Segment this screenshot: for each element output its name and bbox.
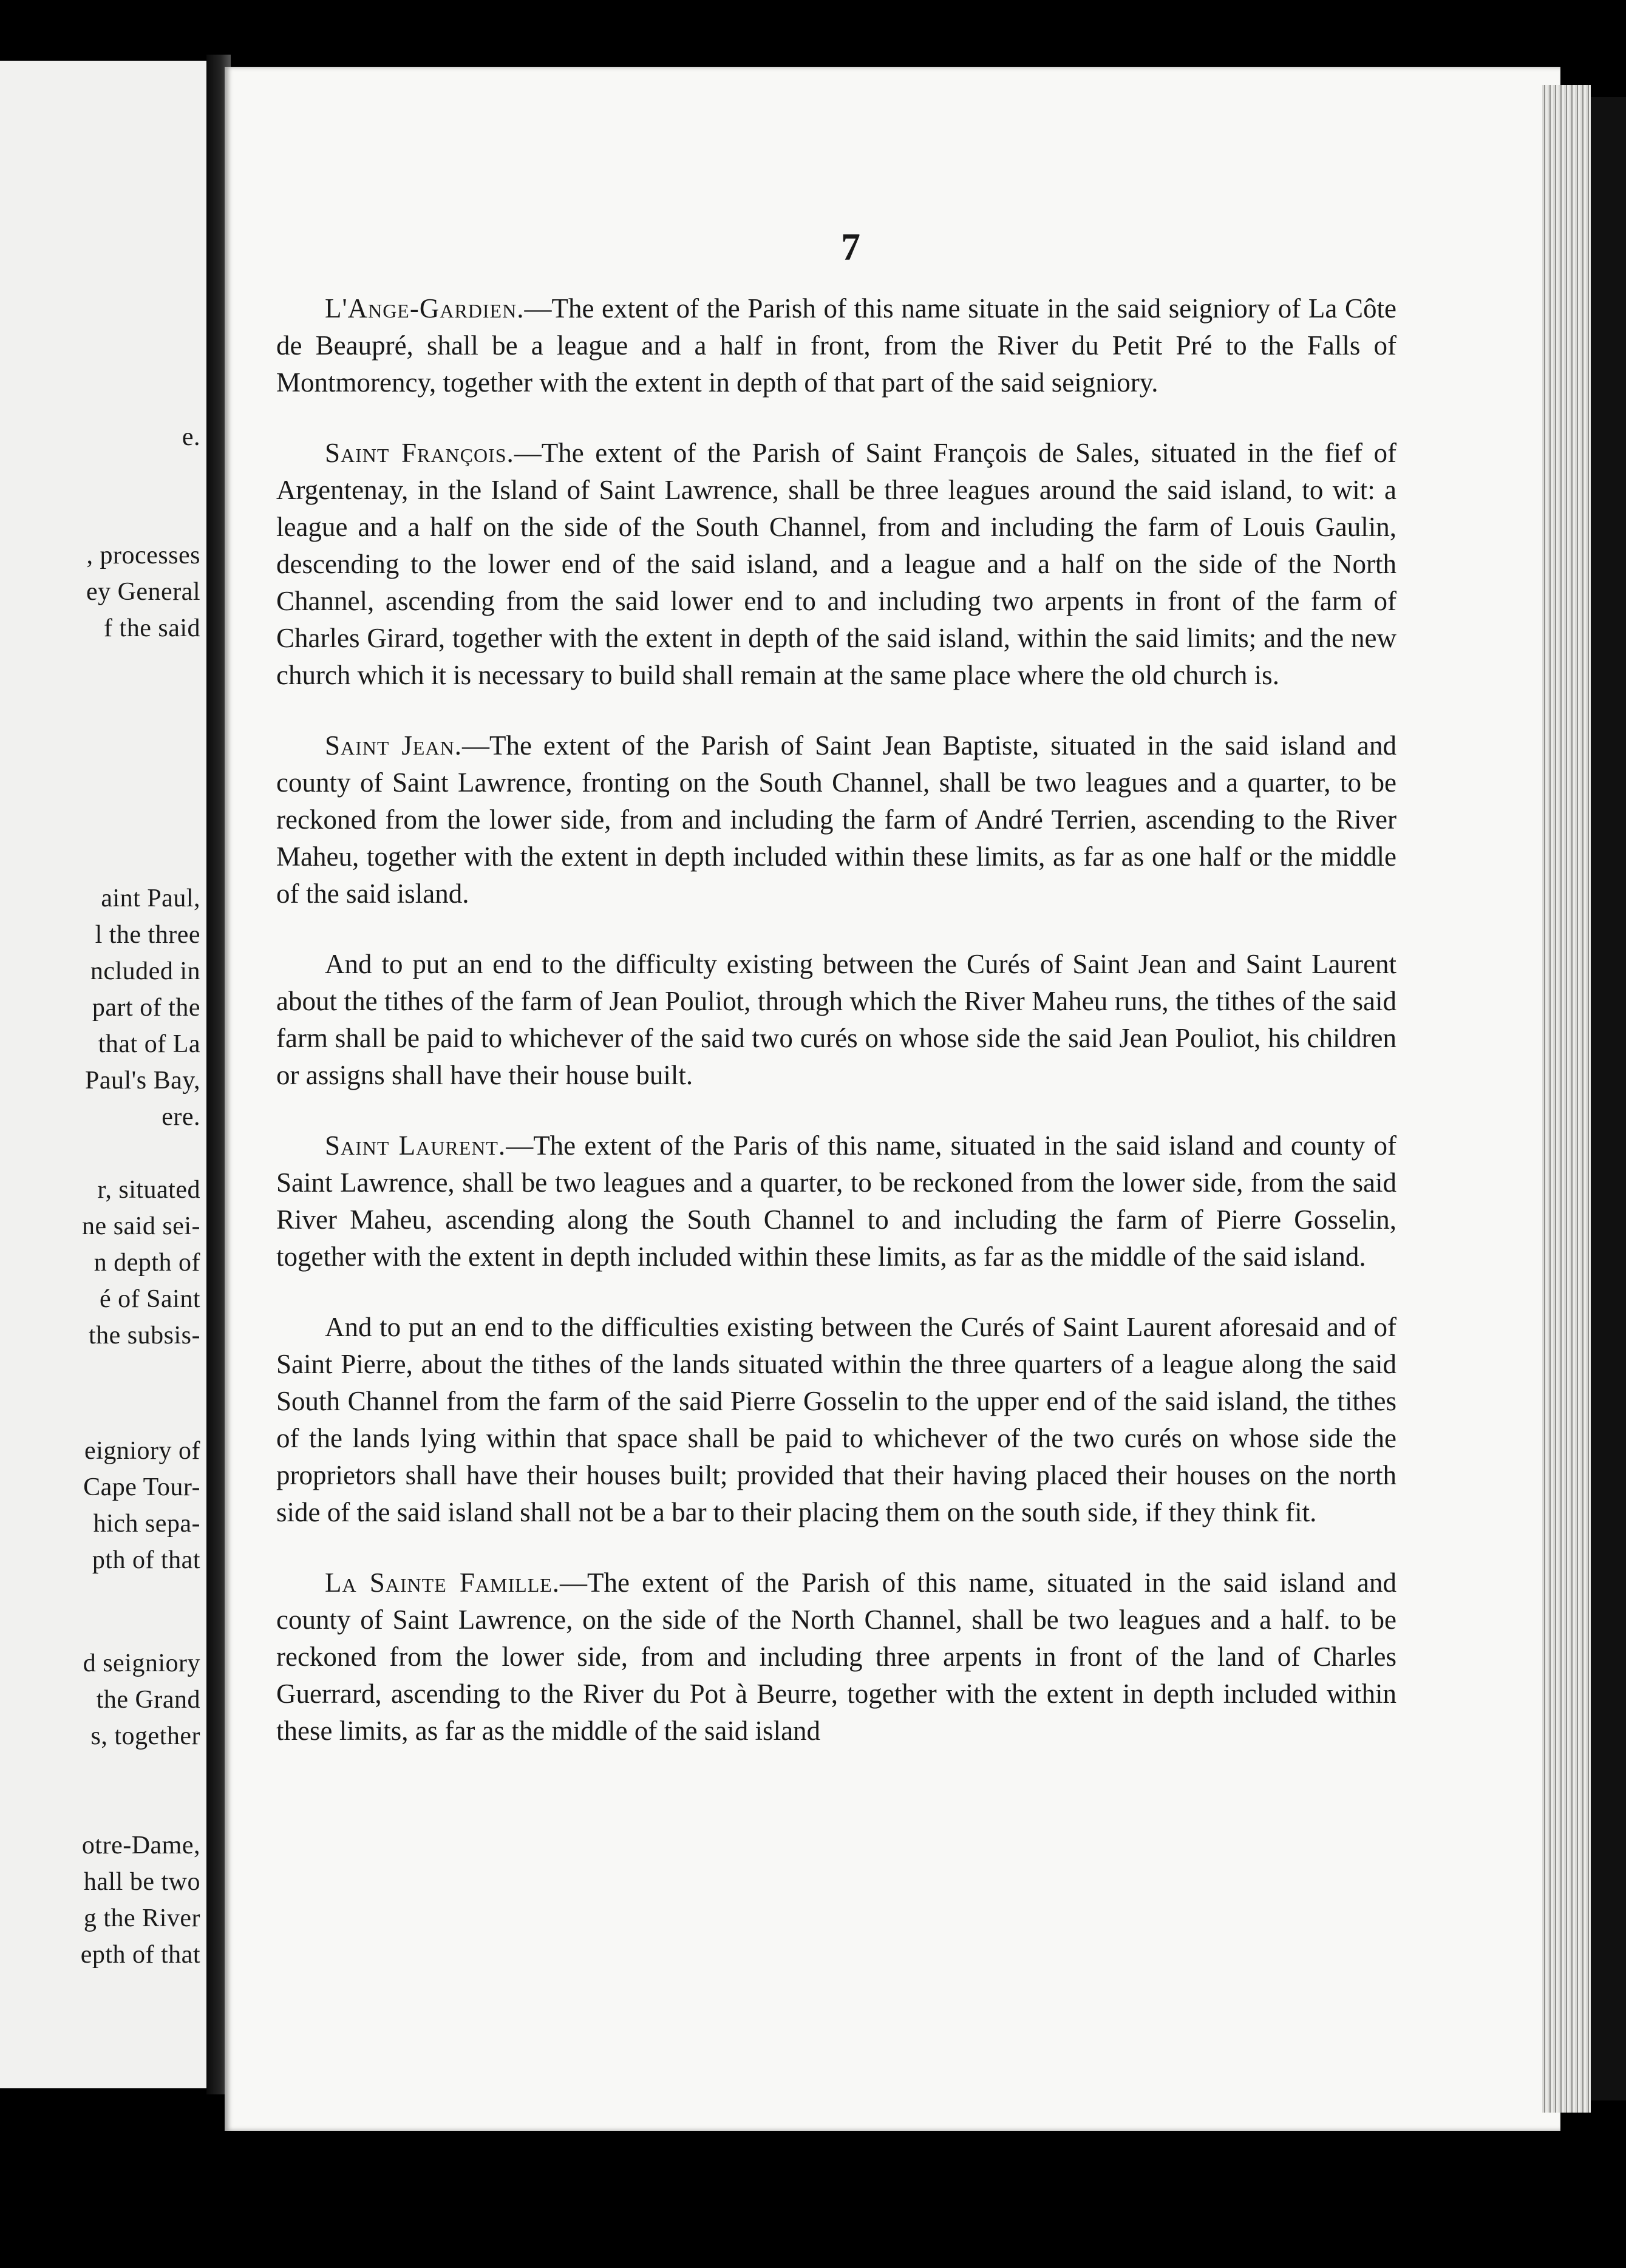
left-page-line: eigniory of (84, 1437, 200, 1465)
paragraph-lange-gardien (276, 290, 1396, 401)
paragraph-text: —The extent of the Paris of this name, situated in the said island and county of Saint Lawrence, shall be two leagues and a quarter, to be reckoned from the lower side, from the said River Maheu, ascending along the South Channel to and including the farm of Pierre Gosselin, together with the extent in depth included within these limits, as far as the middle of the said island. (276, 1130, 1397, 1272)
left-page-line: epth of that (80, 1941, 200, 1969)
paragraph-saint-jean (276, 727, 1396, 912)
paragraph-saint-laurent (276, 1127, 1396, 1275)
left-page-line: g the River (83, 1904, 200, 1932)
left-page-line: part of the (92, 994, 200, 1022)
left-page-line: , processes (86, 542, 200, 569)
paragraph-text: And to put an end to the difficulties existing between the Curés of Saint Laurent aforesaid and of Saint Pierre, about the tithes of the lands situated within the three quarters of a league along the said South Channel from the farm of the said Pierre Gosselin to the upper end of the said island, the tithes of the lands lying within that space shall be paid to whichever of the two curés on whose side the proprietors shall have their houses built; provided that their having placed their houses on the north side of the said island shall not be a bar to their placing them on the south side, if they think fit. (276, 1312, 1396, 1527)
left-page-line: n depth of (94, 1249, 200, 1277)
left-page-line: e. (182, 423, 200, 451)
left-page-line: hall be two (83, 1868, 200, 1896)
paragraph-heading: La Sainte Famille. (325, 1567, 560, 1598)
paragraph-text: —The extent of the Parish of Saint Jean Baptiste, situated in the said island and county of Saint Lawrence, fronting on the South Channel, shall be two leagues and a quarter, to be reckoned from the lower side, from and including the farm of André Terrien, ascending to the River Maheu, together with the extent in depth included within these limits, as far as one half or the middle of the said island. (276, 730, 1396, 909)
paragraph-heading: Saint Laurent. (325, 1130, 506, 1161)
paragraph-heading: Saint Jean. (325, 730, 462, 761)
paragraph-sainte-famille (276, 1564, 1396, 1750)
paragraph-heading: L'Ange-Gardien. (325, 293, 525, 324)
left-page-line: otre-Dame, (81, 1832, 200, 1859)
body-text (276, 290, 1396, 1750)
scan-border (1591, 97, 1626, 2100)
paragraph-text: —The extent of the Parish of this name, situated in the said island and county of Saint Lawrence, on the side of the North Channel, shall be two leagues and a half. to be reckoned from the lower side, from and including three arpents in front of the land of Charles Guerrard, ascending to the River du Pot à Beurre, together with the extent in depth included within these limits, as far as the middle of the said island (276, 1567, 1396, 1746)
paragraph-pouliot-tithes (276, 946, 1396, 1094)
left-page-line: pth of that (92, 1546, 200, 1574)
left-page-line: ne said sei- (82, 1212, 200, 1240)
left-page-line: r, situated (97, 1176, 200, 1204)
left-page-line: é of Saint (100, 1285, 200, 1313)
left-page-line: the subsis- (89, 1322, 200, 1350)
left-page-line: d seigniory (83, 1649, 200, 1677)
left-page-line: ere. (162, 1103, 200, 1131)
paragraph-text: —The extent of the Parish of this name situate in the said seigniory of La Côte de Beaupré, shall be a league and a half in front, from the River du Petit Pré to the Falls of Montmorency, together with the extent in depth of that part of the said seigniory. (276, 293, 1396, 398)
page-number: 7 (841, 225, 860, 268)
left-page-fragment (0, 61, 210, 2088)
left-page-line: Paul's Bay, (84, 1067, 200, 1095)
paragraph-text: And to put an end to the difficulty existing between the Curés of Saint Jean and Saint Laurent about the tithes of the farm of Jean Pouliot, through which the River Maheu runs, the tithes of the said farm shall be paid to whichever of the said two curés on whose side the said Jean Pouliot, his children or assigns shall have their house built. (276, 949, 1396, 1090)
left-page-line: Cape Tour- (83, 1473, 200, 1501)
left-page-line: l the three (95, 921, 200, 949)
left-page-line: that of La (98, 1030, 200, 1058)
left-page-line: f the said (104, 614, 200, 642)
page-edges (1542, 85, 1591, 2113)
left-page-line: aint Paul, (101, 884, 200, 912)
left-page-line: ncluded in (90, 957, 200, 985)
paragraph-heading: Saint François. (325, 438, 514, 468)
paragraph-saint-pierre-tithes (276, 1309, 1396, 1531)
left-page-line: the Grand (96, 1686, 200, 1714)
paragraph-text: —The extent of the Parish of Saint François de Sales, situated in the fief of Argentenay, in the Island of Saint Lawrence, shall be three leagues around the said island, to wit: a league and a half on the side of the South Channel, from and including the farm of Louis Gaulin, descending to the lower end of the said island, and a league and a half on the side of the North Channel, ascending from the said lower end to and including two arpents in front of the farm of Charles Girard, together with the extent in depth of the said island, within the said limits; and the new church which it is necessary to build shall remain at the same place where the old church is. (276, 438, 1396, 690)
left-page-line: hich sepa- (93, 1510, 200, 1538)
paragraph-saint-francois (276, 435, 1396, 694)
left-page-line: ey General (86, 578, 200, 606)
left-page-line: s, together (90, 1722, 200, 1750)
